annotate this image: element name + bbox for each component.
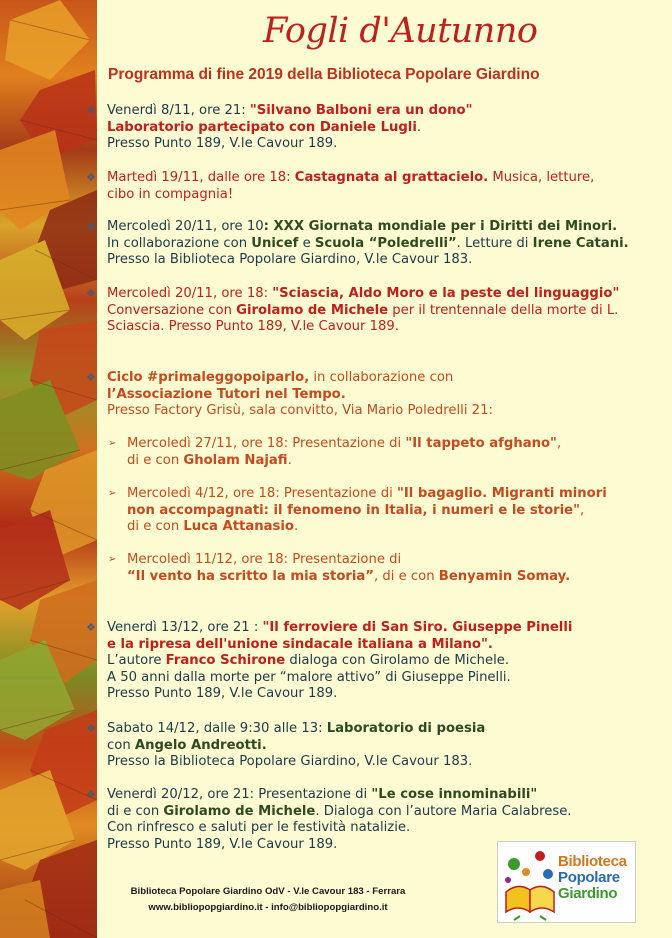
event-title: Ciclo #primaleggopoiparlo,	[107, 370, 310, 385]
event-detail: . Letture di	[456, 235, 533, 251]
four-diamond-bullet-icon: ❖	[86, 621, 96, 634]
event-title: Castagnata al grattacielo.	[294, 170, 489, 185]
event-detail-end: .	[416, 119, 422, 135]
event-detail: L’autore	[107, 653, 166, 668]
event-title: : XXX Giornata mondiale per i Diritti dei Minori.	[263, 219, 618, 234]
author-name: Gholam Najafi	[183, 452, 288, 468]
sub-event-title: non accompagnati: il fenomeno in Italia, i numeri e le storie"	[127, 502, 580, 518]
four-diamond-bullet-icon: ❖	[86, 722, 96, 735]
event-detail: Con rinfresco e saluti per le festività natalizie.	[107, 820, 411, 835]
event-detail: A 50 anni dalla morte per “malore attivo” di Giuseppe Pinelli.	[107, 669, 511, 685]
logo-word: Popolare	[558, 869, 620, 886]
four-diamond-bullet-icon: ❖	[86, 104, 96, 117]
sub-event-date: Mercoledì 11/12, ore 18: Presentazione di	[127, 552, 402, 567]
author-name: Luca Attanasio	[183, 519, 294, 534]
sub-event-date: Mercoledì 27/11, ore 18: Presentazione di	[127, 436, 406, 451]
sub-event-title: “Il vento ha scritto la mia storia”	[127, 568, 374, 584]
event-date: Venerdì 20/12, ore 21: Presentazione di	[107, 787, 372, 802]
event-date: Venerdì 13/12, ore 21 :	[107, 620, 263, 635]
sub-event-title: "Il bagaglio. Migranti minori	[396, 486, 607, 501]
sub-event-detail: ,	[556, 436, 562, 451]
four-diamond-bullet-icon: ❖	[86, 287, 96, 300]
footer-contacts[interactable]: www.bibliopopgiardino.it - info@bibliopopgiardino.it	[148, 902, 388, 913]
sub-event-title: "Il tappeto afghano"	[405, 436, 557, 451]
leaves-illustration	[0, 0, 97, 938]
event-detail: Musica, letture,	[488, 170, 595, 185]
event-date: Venerdì 8/11, ore 21:	[107, 103, 250, 118]
event-date: Martedì 19/11, dalle ore 18:	[107, 170, 295, 185]
page-subtitle: Programma di fine 2019 della Biblioteca Popolare Giardino	[108, 66, 540, 83]
event-detail: Conversazione con	[107, 302, 237, 318]
event-location: Presso Factory Grisù, sala convitto, Via Mario Poledrelli 21:	[107, 403, 493, 418]
partner-name: Unicef	[251, 235, 299, 251]
event-date: Sabato 14/12, dalle 9:30 alle 13:	[107, 721, 327, 736]
event-detail: con	[107, 737, 135, 753]
event-detail: . Dialoga con l’autore Maria Calabrese.	[315, 803, 572, 819]
open-book-icon	[500, 842, 560, 922]
sub-event-detail: .	[293, 519, 299, 534]
event-detail: dialoga con Girolamo de Michele.	[285, 653, 510, 668]
four-diamond-bullet-icon: ❖	[86, 171, 96, 184]
sub-event-date: Mercoledì 4/12, ore 18: Presentazione di	[127, 486, 397, 501]
event-partner: l’Associazione Tutori nel Tempo.	[107, 386, 346, 402]
sub-event-detail: di e con	[127, 519, 184, 534]
sub-event-detail: di e con	[127, 452, 184, 468]
event-detail: cibo in compagnia!	[107, 186, 234, 202]
page-title: Fogli d'Autunno	[263, 11, 538, 51]
event-title: "Le cose innominabili"	[371, 787, 538, 802]
autumn-leaves-border	[0, 0, 97, 938]
event-location: Presso la Biblioteca Popolare Giardino, V.le Cavour 183.	[107, 252, 473, 267]
event-detail: in collaborazione con	[309, 370, 454, 385]
event-date: Mercoledì 20/11, ore 18:	[107, 286, 273, 301]
logo-word: Giardino	[558, 885, 618, 902]
author-name: Girolamo de Michele	[163, 803, 316, 819]
event-title: "Il ferroviere di San Siro. Giuseppe Pinelli	[262, 620, 573, 635]
event-location: Presso la Biblioteca Popolare Giardino, V.le Cavour 183.	[107, 754, 473, 769]
event-title: e la ripresa dell'unione sindacale italiana a Milano".	[107, 636, 493, 652]
event-location: Presso Punto 189, V.le Cavour 189.	[107, 836, 338, 852]
four-diamond-bullet-icon: ❖	[86, 220, 96, 233]
sub-event-detail: ,	[580, 502, 585, 518]
event-date: Mercoledì 20/11, ore 10	[107, 219, 264, 234]
logo-word: Biblioteca	[558, 853, 627, 870]
sub-event-detail: .	[287, 452, 292, 468]
author-name: Franco Schirone	[165, 653, 286, 668]
event-location: Presso Punto 189, V.le Cavour 189.	[107, 136, 338, 151]
event-detail: di e con	[107, 803, 164, 819]
event-detail: In collaborazione con	[107, 235, 252, 251]
event-detail: per il trentennale della morte di L.	[388, 302, 619, 318]
event-title: "Silvano Balboni era un dono"	[249, 103, 473, 118]
arrow-right-bullet-icon: ➢	[108, 438, 117, 449]
guest-name: Angelo Andreotti.	[134, 737, 267, 753]
partner-name: Scuola “Poledrelli”	[314, 235, 457, 251]
event-detail: e	[298, 235, 315, 251]
footer-address: Biblioteca Popolare Giardino OdV - V.le Cavour 183 - Ferrara	[130, 886, 406, 897]
event-location: Sciascia. Presso Punto 189, V.le Cavour 189.	[107, 319, 399, 334]
four-diamond-bullet-icon: ❖	[86, 788, 96, 801]
footer	[98, 884, 438, 916]
event-location: Presso Punto 189, V.le Cavour 189.	[107, 686, 338, 701]
event-detail: Laboratorio partecipato con Daniele Lugli	[107, 119, 417, 135]
guest-name: Girolamo de Michele	[236, 302, 389, 318]
event-title: Laboratorio di poesia	[326, 721, 486, 736]
arrow-right-bullet-icon: ➢	[108, 554, 117, 565]
four-diamond-bullet-icon: ❖	[86, 371, 96, 384]
sub-event-detail: , di e con	[373, 568, 439, 584]
reader-name: Irene Catani.	[532, 235, 629, 251]
library-logo	[497, 841, 636, 923]
arrow-right-bullet-icon: ➢	[108, 488, 117, 499]
author-name: Benyamin Somay.	[438, 568, 571, 584]
event-title: "Sciascia, Aldo Moro e la peste del linguaggio"	[272, 286, 620, 301]
